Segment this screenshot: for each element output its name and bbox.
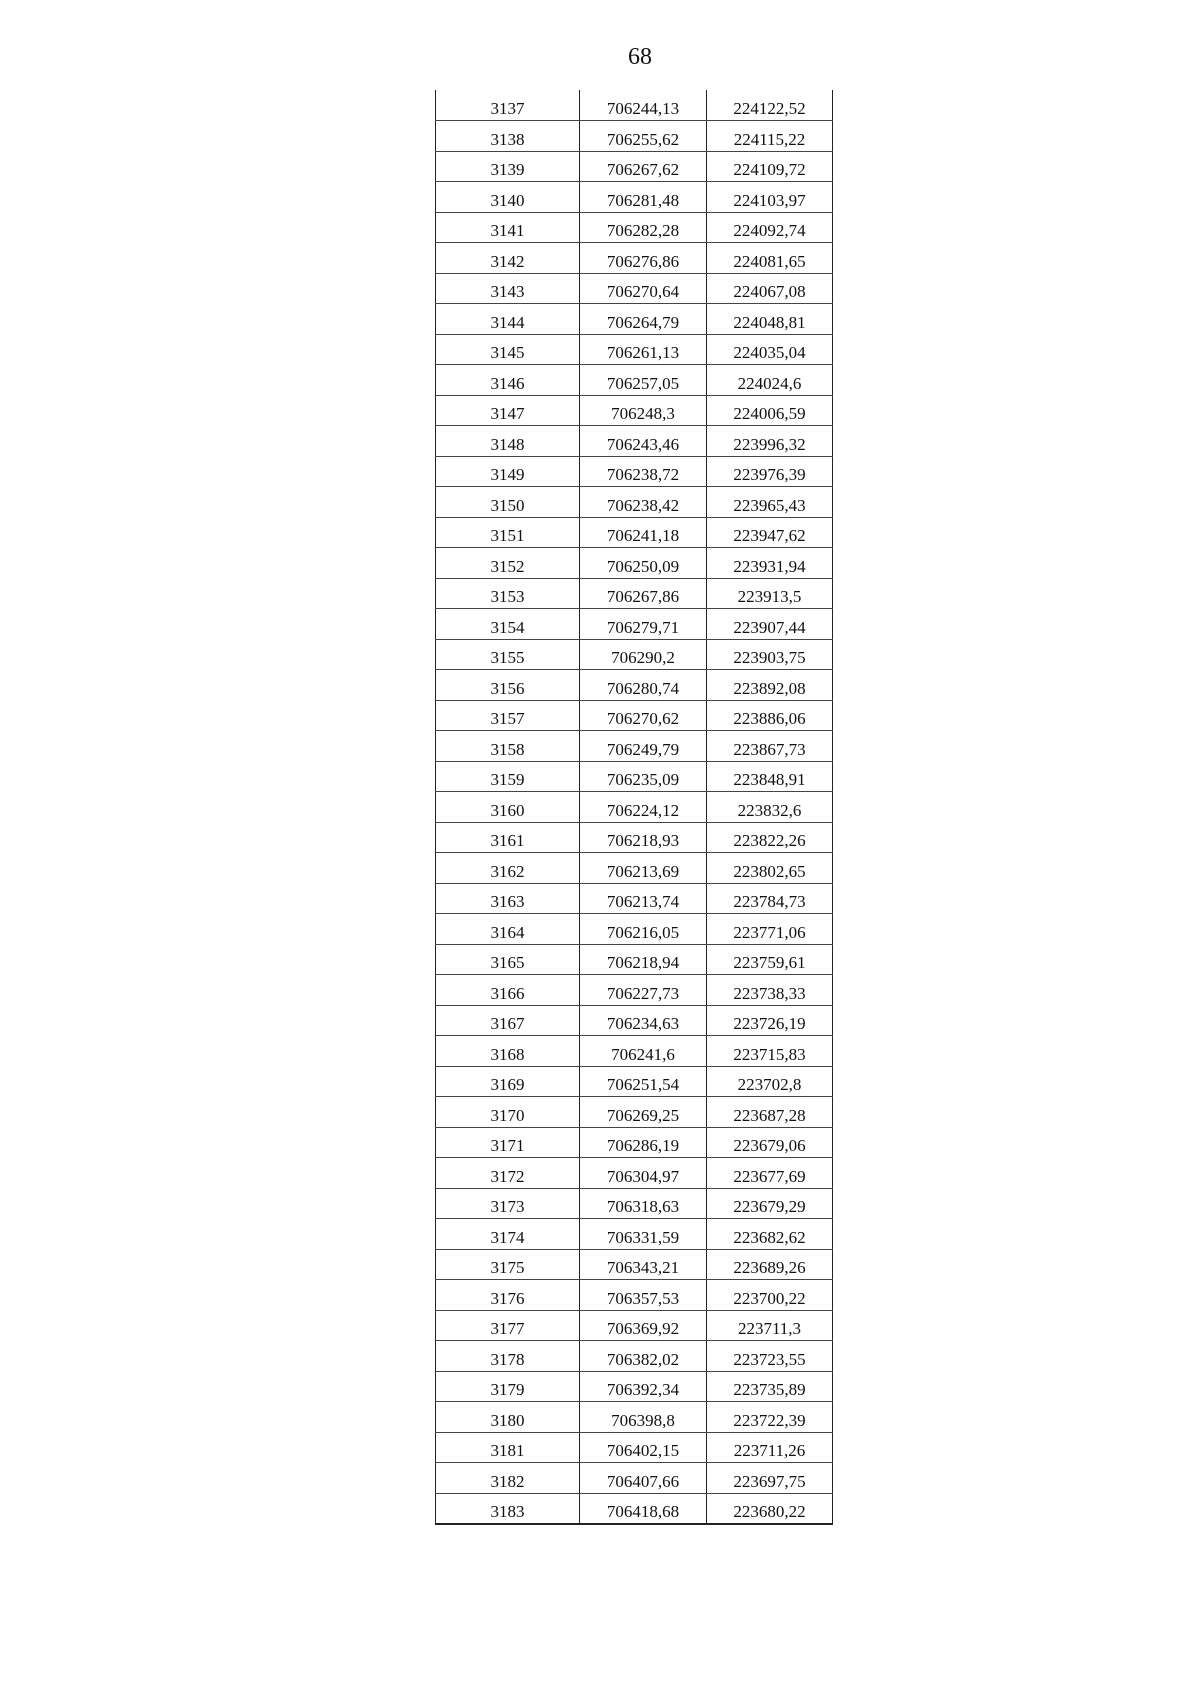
x-coordinate-cell: 706267,86 xyxy=(580,578,707,609)
point-number-cell: 3153 xyxy=(436,578,580,609)
table-row xyxy=(436,304,833,335)
x-coordinate-cell: 706407,66 xyxy=(580,1463,707,1494)
x-coordinate-cell: 706267,62 xyxy=(580,151,707,182)
y-coordinate-cell: 223738,33 xyxy=(707,975,833,1006)
y-coordinate-cell: 223907,44 xyxy=(707,609,833,640)
x-coordinate-cell: 706281,48 xyxy=(580,182,707,213)
point-number-cell: 3169 xyxy=(436,1066,580,1097)
y-coordinate-cell: 223680,22 xyxy=(707,1493,833,1524)
x-coordinate-cell: 706243,46 xyxy=(580,426,707,457)
x-coordinate-cell: 706251,54 xyxy=(580,1066,707,1097)
point-number-cell: 3161 xyxy=(436,822,580,853)
y-coordinate-cell: 224035,04 xyxy=(707,334,833,365)
point-number-cell: 3183 xyxy=(436,1493,580,1524)
y-coordinate-cell: 223965,43 xyxy=(707,487,833,518)
table-row xyxy=(436,212,833,243)
y-coordinate-cell: 223711,26 xyxy=(707,1432,833,1463)
point-number-cell: 3157 xyxy=(436,700,580,731)
x-coordinate-cell: 706218,93 xyxy=(580,822,707,853)
point-number-cell: 3177 xyxy=(436,1310,580,1341)
y-coordinate-cell: 223784,73 xyxy=(707,883,833,914)
point-number-cell: 3141 xyxy=(436,212,580,243)
point-number-cell: 3173 xyxy=(436,1188,580,1219)
y-coordinate-cell: 223759,61 xyxy=(707,944,833,975)
y-coordinate-cell: 223682,62 xyxy=(707,1219,833,1250)
table-row xyxy=(436,548,833,579)
point-number-cell: 3175 xyxy=(436,1249,580,1280)
point-number-cell: 3146 xyxy=(436,365,580,396)
page-number: 68 xyxy=(628,44,652,70)
y-coordinate-cell: 223722,39 xyxy=(707,1402,833,1433)
table-row xyxy=(436,1066,833,1097)
point-number-cell: 3144 xyxy=(436,304,580,335)
point-number-cell: 3151 xyxy=(436,517,580,548)
x-coordinate-cell: 706227,73 xyxy=(580,975,707,1006)
y-coordinate-cell: 223679,06 xyxy=(707,1127,833,1158)
table-row xyxy=(436,1280,833,1311)
y-coordinate-cell: 224092,74 xyxy=(707,212,833,243)
y-coordinate-cell: 223848,91 xyxy=(707,761,833,792)
y-coordinate-cell: 223802,65 xyxy=(707,853,833,884)
point-number-cell: 3150 xyxy=(436,487,580,518)
table-row xyxy=(436,1249,833,1280)
point-number-cell: 3142 xyxy=(436,243,580,274)
y-coordinate-cell: 223726,19 xyxy=(707,1005,833,1036)
y-coordinate-cell: 223700,22 xyxy=(707,1280,833,1311)
y-coordinate-cell: 223711,3 xyxy=(707,1310,833,1341)
table-row xyxy=(436,914,833,945)
x-coordinate-cell: 706279,71 xyxy=(580,609,707,640)
point-number-cell: 3155 xyxy=(436,639,580,670)
y-coordinate-cell: 224122,52 xyxy=(707,90,833,121)
y-coordinate-cell: 223892,08 xyxy=(707,670,833,701)
y-coordinate-cell: 223931,94 xyxy=(707,548,833,579)
x-coordinate-cell: 706276,86 xyxy=(580,243,707,274)
x-coordinate-cell: 706282,28 xyxy=(580,212,707,243)
table-row xyxy=(436,1097,833,1128)
x-coordinate-cell: 706234,63 xyxy=(580,1005,707,1036)
y-coordinate-cell: 223976,39 xyxy=(707,456,833,487)
table-row xyxy=(436,1493,833,1524)
x-coordinate-cell: 706218,94 xyxy=(580,944,707,975)
x-coordinate-cell: 706392,34 xyxy=(580,1371,707,1402)
point-number-cell: 3167 xyxy=(436,1005,580,1036)
x-coordinate-cell: 706248,3 xyxy=(580,395,707,426)
table-row xyxy=(436,822,833,853)
y-coordinate-cell: 223867,73 xyxy=(707,731,833,762)
table-row xyxy=(436,578,833,609)
table-row xyxy=(436,243,833,274)
y-coordinate-cell: 223679,29 xyxy=(707,1188,833,1219)
x-coordinate-cell: 706238,42 xyxy=(580,487,707,518)
point-number-cell: 3165 xyxy=(436,944,580,975)
table-row xyxy=(436,883,833,914)
y-coordinate-cell: 224067,08 xyxy=(707,273,833,304)
point-number-cell: 3171 xyxy=(436,1127,580,1158)
table-row xyxy=(436,670,833,701)
table-row xyxy=(436,273,833,304)
x-coordinate-cell: 706280,74 xyxy=(580,670,707,701)
y-coordinate-cell: 223723,55 xyxy=(707,1341,833,1372)
y-coordinate-cell: 223822,26 xyxy=(707,822,833,853)
x-coordinate-cell: 706238,72 xyxy=(580,456,707,487)
y-coordinate-cell: 223771,06 xyxy=(707,914,833,945)
y-coordinate-cell: 223677,69 xyxy=(707,1158,833,1189)
x-coordinate-cell: 706257,05 xyxy=(580,365,707,396)
table-row xyxy=(436,426,833,457)
point-number-cell: 3138 xyxy=(436,121,580,152)
x-coordinate-cell: 706269,25 xyxy=(580,1097,707,1128)
x-coordinate-cell: 706369,92 xyxy=(580,1310,707,1341)
point-number-cell: 3162 xyxy=(436,853,580,884)
point-number-cell: 3158 xyxy=(436,731,580,762)
y-coordinate-cell: 223702,8 xyxy=(707,1066,833,1097)
point-number-cell: 3145 xyxy=(436,334,580,365)
x-coordinate-cell: 706270,64 xyxy=(580,273,707,304)
y-coordinate-cell: 223687,28 xyxy=(707,1097,833,1128)
x-coordinate-cell: 706250,09 xyxy=(580,548,707,579)
table-row xyxy=(436,182,833,213)
y-coordinate-cell: 224103,97 xyxy=(707,182,833,213)
y-coordinate-cell: 223715,83 xyxy=(707,1036,833,1067)
table-row xyxy=(436,365,833,396)
table-row xyxy=(436,334,833,365)
coordinates-table-body xyxy=(436,90,833,1524)
table-row xyxy=(436,1310,833,1341)
table-row xyxy=(436,761,833,792)
coordinates-table xyxy=(435,90,833,1525)
table-row xyxy=(436,90,833,121)
x-coordinate-cell: 706357,53 xyxy=(580,1280,707,1311)
point-number-cell: 3139 xyxy=(436,151,580,182)
x-coordinate-cell: 706244,13 xyxy=(580,90,707,121)
y-coordinate-cell: 224024,6 xyxy=(707,365,833,396)
table-row xyxy=(436,975,833,1006)
table-row xyxy=(436,1127,833,1158)
y-coordinate-cell: 223689,26 xyxy=(707,1249,833,1280)
table-row xyxy=(436,1188,833,1219)
x-coordinate-cell: 706261,13 xyxy=(580,334,707,365)
x-coordinate-cell: 706402,15 xyxy=(580,1432,707,1463)
y-coordinate-cell: 223697,75 xyxy=(707,1463,833,1494)
table-row xyxy=(436,944,833,975)
table-row xyxy=(436,151,833,182)
x-coordinate-cell: 706382,02 xyxy=(580,1341,707,1372)
y-coordinate-cell: 223913,5 xyxy=(707,578,833,609)
table-row xyxy=(436,456,833,487)
table-row xyxy=(436,487,833,518)
table-row xyxy=(436,121,833,152)
table-row xyxy=(436,731,833,762)
table-row xyxy=(436,639,833,670)
y-coordinate-cell: 224048,81 xyxy=(707,304,833,335)
y-coordinate-cell: 224115,22 xyxy=(707,121,833,152)
point-number-cell: 3166 xyxy=(436,975,580,1006)
point-number-cell: 3178 xyxy=(436,1341,580,1372)
point-number-cell: 3181 xyxy=(436,1432,580,1463)
point-number-cell: 3180 xyxy=(436,1402,580,1433)
point-number-cell: 3149 xyxy=(436,456,580,487)
x-coordinate-cell: 706304,97 xyxy=(580,1158,707,1189)
point-number-cell: 3148 xyxy=(436,426,580,457)
y-coordinate-cell: 223903,75 xyxy=(707,639,833,670)
x-coordinate-cell: 706213,74 xyxy=(580,883,707,914)
y-coordinate-cell: 223735,89 xyxy=(707,1371,833,1402)
x-coordinate-cell: 706331,59 xyxy=(580,1219,707,1250)
y-coordinate-cell: 224109,72 xyxy=(707,151,833,182)
point-number-cell: 3152 xyxy=(436,548,580,579)
x-coordinate-cell: 706318,63 xyxy=(580,1188,707,1219)
table-row xyxy=(436,1341,833,1372)
table-row xyxy=(436,700,833,731)
point-number-cell: 3159 xyxy=(436,761,580,792)
x-coordinate-cell: 706418,68 xyxy=(580,1493,707,1524)
x-coordinate-cell: 706224,12 xyxy=(580,792,707,823)
point-number-cell: 3160 xyxy=(436,792,580,823)
table-row xyxy=(436,1371,833,1402)
point-number-cell: 3137 xyxy=(436,90,580,121)
y-coordinate-cell: 223886,06 xyxy=(707,700,833,731)
x-coordinate-cell: 706255,62 xyxy=(580,121,707,152)
table-row xyxy=(436,1158,833,1189)
point-number-cell: 3182 xyxy=(436,1463,580,1494)
x-coordinate-cell: 706286,19 xyxy=(580,1127,707,1158)
x-coordinate-cell: 706235,09 xyxy=(580,761,707,792)
point-number-cell: 3147 xyxy=(436,395,580,426)
x-coordinate-cell: 706264,79 xyxy=(580,304,707,335)
table-row xyxy=(436,1036,833,1067)
table-row xyxy=(436,792,833,823)
x-coordinate-cell: 706249,79 xyxy=(580,731,707,762)
point-number-cell: 3154 xyxy=(436,609,580,640)
x-coordinate-cell: 706241,18 xyxy=(580,517,707,548)
point-number-cell: 3164 xyxy=(436,914,580,945)
point-number-cell: 3174 xyxy=(436,1219,580,1250)
y-coordinate-cell: 223996,32 xyxy=(707,426,833,457)
point-number-cell: 3156 xyxy=(436,670,580,701)
point-number-cell: 3172 xyxy=(436,1158,580,1189)
x-coordinate-cell: 706290,2 xyxy=(580,639,707,670)
x-coordinate-cell: 706216,05 xyxy=(580,914,707,945)
y-coordinate-cell: 224081,65 xyxy=(707,243,833,274)
table-row xyxy=(436,1005,833,1036)
point-number-cell: 3143 xyxy=(436,273,580,304)
table-row xyxy=(436,1463,833,1494)
x-coordinate-cell: 706241,6 xyxy=(580,1036,707,1067)
y-coordinate-cell: 223947,62 xyxy=(707,517,833,548)
x-coordinate-cell: 706213,69 xyxy=(580,853,707,884)
point-number-cell: 3176 xyxy=(436,1280,580,1311)
y-coordinate-cell: 223832,6 xyxy=(707,792,833,823)
table-row xyxy=(436,1432,833,1463)
table-row xyxy=(436,1219,833,1250)
table-row xyxy=(436,395,833,426)
y-coordinate-cell: 224006,59 xyxy=(707,395,833,426)
point-number-cell: 3179 xyxy=(436,1371,580,1402)
table-row xyxy=(436,609,833,640)
x-coordinate-cell: 706398,8 xyxy=(580,1402,707,1433)
table-row xyxy=(436,1402,833,1433)
point-number-cell: 3168 xyxy=(436,1036,580,1067)
point-number-cell: 3170 xyxy=(436,1097,580,1128)
point-number-cell: 3140 xyxy=(436,182,580,213)
table-row xyxy=(436,853,833,884)
table-row xyxy=(436,517,833,548)
x-coordinate-cell: 706270,62 xyxy=(580,700,707,731)
point-number-cell: 3163 xyxy=(436,883,580,914)
x-coordinate-cell: 706343,21 xyxy=(580,1249,707,1280)
